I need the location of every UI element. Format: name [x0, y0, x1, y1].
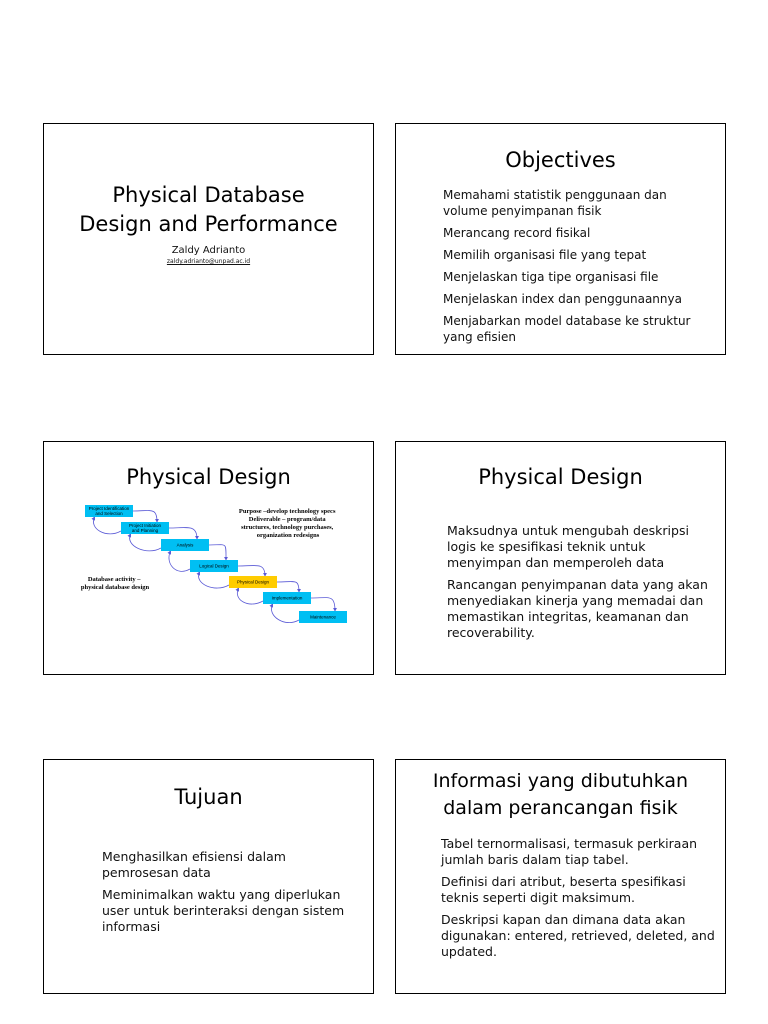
flow-arrow-forward — [209, 545, 226, 560]
slide-heading: Tujuan — [174, 785, 243, 809]
flow-step-label-line: Logical Design — [199, 563, 229, 569]
purpose-note-line: Purpose –develop technology specs — [238, 508, 336, 515]
slide-title — [43, 123, 374, 355]
author-email-link[interactable]: zaldy.adrianto@unpad.ac.id — [166, 258, 251, 265]
flow-arrow-forward — [169, 528, 197, 539]
flow-step-label-line: Project Initiation — [128, 523, 162, 528]
flow-step — [161, 539, 209, 551]
flow-arrow-back — [169, 551, 190, 571]
bullet-list — [443, 187, 713, 351]
flow-arrow-back — [93, 517, 121, 534]
purpose-note-line: organization redesigns — [256, 532, 320, 539]
author-name: Zaldy Adrianto — [171, 245, 246, 256]
list-item: Menjabarkan model database ke struktur yang efisien — [443, 314, 691, 344]
flow-arrow-back — [271, 604, 299, 623]
slide-informasi — [395, 759, 726, 994]
activity-note-line: physical database design — [80, 584, 150, 591]
flow-arrow-back — [130, 534, 161, 551]
flow-step — [263, 592, 311, 604]
slide-title-heading: Physical Database Design and Performance — [79, 183, 338, 236]
slide-physical-design-diagram — [43, 441, 374, 675]
flow-step-label-line: Analysis — [176, 542, 194, 548]
slide-objectives — [395, 123, 726, 355]
flow-arrow-forward — [311, 598, 335, 611]
flow-step-label — [310, 615, 336, 620]
slide-tujuan — [43, 759, 374, 994]
sdlc-waterfall-diagram — [44, 442, 374, 675]
purpose-note-line: Deliverable – program/data — [248, 516, 326, 523]
flow-step-label — [129, 523, 162, 533]
flow-step-label — [272, 596, 303, 601]
list-item: Menjelaskan tiga tipe organisasi file — [443, 270, 659, 284]
flow-step-label — [177, 543, 195, 548]
slide-physical-design-text — [395, 441, 726, 675]
bullet-list — [441, 836, 716, 966]
flow-arrow-back — [237, 588, 263, 604]
flow-step — [190, 560, 238, 572]
list-item: Tabel ternormalisasi, termasuk perkiraan jumlah baris dalam tiap tabel. — [441, 836, 698, 867]
bullet-list — [447, 523, 712, 647]
flow-arrow-forward — [238, 565, 265, 576]
flow-arrow-back — [199, 572, 229, 588]
flow-step-label-line: and Planning — [131, 528, 159, 533]
flow-step-label — [237, 580, 270, 585]
slide-heading: Physical Design — [126, 465, 291, 489]
activity-note — [81, 576, 150, 591]
flow-step-label — [199, 564, 229, 569]
flow-step — [85, 505, 133, 517]
flow-step-label-line: and Selection — [95, 511, 123, 516]
list-item: Memilih organisasi file yang tepat — [443, 248, 647, 262]
list-item: Rancangan penyimpanan data yang akan menyediakan kinerja yang memadai dan memastikan integritas, keamanan dan recoverability. — [447, 577, 708, 640]
flow-arrow-forward — [133, 511, 157, 522]
activity-note-line: Database activity – — [87, 576, 141, 583]
flow-step-label-line: Physical Design — [236, 579, 270, 585]
purpose-note — [239, 508, 337, 539]
list-item: Definisi dari atribut, beserta spesifikasi teknis seperti digit maksimum. — [441, 874, 686, 905]
flow-step — [229, 576, 277, 588]
list-item: Menjelaskan index dan penggunaannya — [443, 292, 682, 306]
slide-heading: Objectives — [505, 148, 616, 172]
list-item: Maksudnya untuk mengubah deskripsi logis ke spesifikasi teknik untuk menyimpan dan memperoleh data — [447, 523, 689, 570]
list-item: Memahami statistik penggunaan dan volume penyimpanan fisik — [443, 188, 667, 218]
list-item: Menghasilkan efisiensi dalam pemrosesan data — [102, 849, 286, 880]
list-item: Merancang record fisikal — [443, 226, 591, 240]
flow-step — [299, 611, 347, 623]
bullet-list — [102, 849, 347, 941]
list-item: Deskripsi kapan dan dimana data akan digunakan: entered, retrieved, deleted, and updated. — [441, 912, 715, 959]
purpose-note-line: structures, technology purchases, — [241, 524, 334, 531]
slide-heading: Physical Design — [478, 465, 643, 489]
flow-step — [121, 522, 169, 534]
flow-step-label-line: Maintenance — [310, 614, 336, 620]
list-item: Meminimalkan waktu yang diperlukan user untuk berinteraksi dengan sistem informasi — [102, 887, 345, 934]
slide-heading: Informasi yang dibutuhkan dalam perancangan fisik — [432, 770, 689, 819]
flow-arrow-forward — [277, 581, 299, 592]
flow-step-label-line: Project Identification — [88, 506, 130, 511]
flow-step-label-line: Implementation — [271, 595, 303, 601]
